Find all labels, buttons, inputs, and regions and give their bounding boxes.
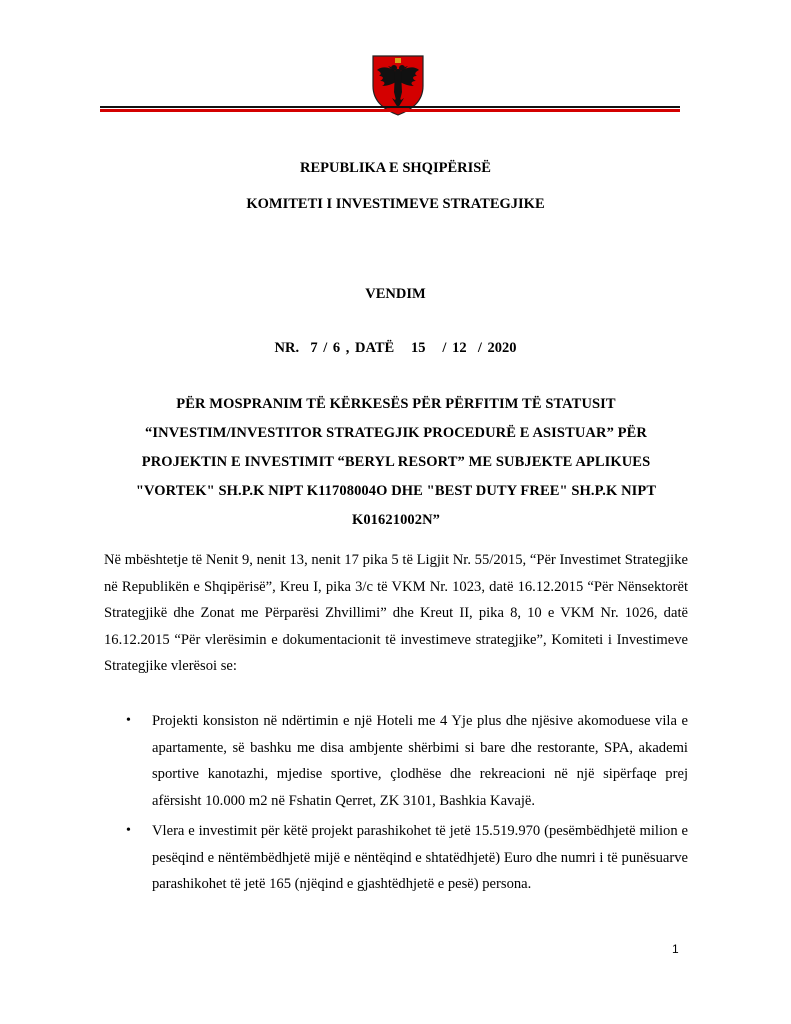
bullet-icon: • bbox=[126, 823, 131, 838]
subject-line: "VORTEK" SH.P.K NIPT K11708004O DHE "BEST DUTY FREE" SH.P.K NIPT bbox=[135, 483, 657, 499]
header-rule-red bbox=[100, 109, 680, 112]
bullet-icon: • bbox=[126, 713, 131, 728]
header-rule-black bbox=[100, 106, 680, 108]
findings-list bbox=[104, 708, 688, 902]
republic-heading: REPUBLIKA E SHQIPËRISË bbox=[300, 160, 491, 176]
page-number: 1 bbox=[672, 942, 679, 956]
intro-paragraph: Në mbështetje të Nenit 9, nenit 13, nenit 17 pika 5 të Ligjit Nr. 55/2015, “Për Investimet Strategjike në Republikën e Shqipërisë”, Kreu I, pika 3/c të VKM Nr. 1023, datë 16.12.2015 “Për Nënsektorët Strategjikë dhe Zonat me Përparësi Zhvillimi” dhe Kreut II, pika 8, 10 e VKM Nr. 1026, datë 16.12.2015 “Për vlerësimin e dokumentacionit të investimeve strategjike”, Komiteti i Investimeve Strategjike vlerësoi se: bbox=[104, 552, 688, 674]
document-type: VENDIM bbox=[365, 286, 426, 302]
list-item bbox=[104, 818, 688, 898]
decision-subject bbox=[96, 390, 696, 535]
subject-line: PËR MOSPRANIM TË KËRKESËS PËR PËRFITIM TË STATUSIT bbox=[176, 396, 616, 412]
subject-line: “INVESTIM/INVESTITOR STRATEGJIK PROCEDURË E ASISTUAR” PËR bbox=[145, 425, 647, 441]
subject-line: PROJEKTIN E INVESTIMIT “BERYL RESORT” ME SUBJEKTE APLIKUES bbox=[141, 454, 651, 470]
list-item bbox=[104, 708, 688, 814]
decision-number: NR. 7 / 6 , DATË 15 / 12 / 2020 bbox=[274, 340, 517, 356]
subject-line: K01621002N” bbox=[351, 512, 441, 528]
list-item-text: Projekti konsiston në ndërtimin e një Hoteli me 4 Yje plus dhe njësive akomoduese vila e apartamente, së bashku me disa ambjente shërbimi si bare dhe restorante, SPA, akademi sportive kanotazhi, mjedise sportive, çlodhëse dhe rekreacioni në një sipërfaqe prej afërsisht 10.000 m2 në Fshatin Qerret, ZK 3101, Bashkia Kavajë. bbox=[152, 713, 688, 809]
list-item-text: Vlera e investimit për këtë projekt parashikohet të jetë 15.519.970 (pesëmbëdhjetë milion e pesëqind e nëntëmbëdhjetë mijë e nëntëqind e shtatëdhjetë) Euro dhe numri i të punësuarve parashikohet të jetë 165 (njëqind e gjashtëdhjetë e pesë) persona. bbox=[152, 823, 688, 892]
committee-heading: KOMITETI I INVESTIMEVE STRATEGJIKE bbox=[246, 196, 545, 212]
